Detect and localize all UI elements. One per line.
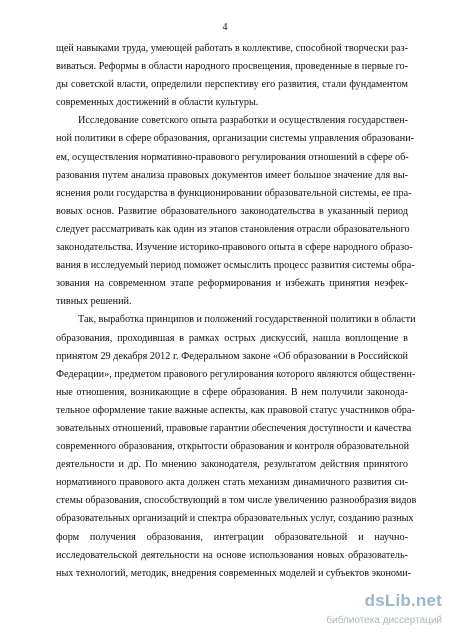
text-line: форм получения образования, интеграции образовательной и научно- bbox=[56, 531, 408, 543]
text-line: исследовательской деятельности на основе использования новых образователь- bbox=[56, 549, 408, 561]
text-line: принятом 29 декабря 2012 г. Федеральном законе «Об образовании в Российской bbox=[56, 350, 408, 362]
text-line: яснения роли государства в функционировании образовательной системы, ее пра- bbox=[56, 187, 412, 199]
text-line: образования, проходившая в рамках острых дискуссий, нашла воплощение в bbox=[56, 332, 408, 344]
text-line: законодательства. Изучение историко-правового опыта в сфере народного образо- bbox=[56, 242, 413, 254]
watermark-subtitle: библиотека диссертаций bbox=[326, 615, 442, 626]
text-line: ных технологий, методик, внедрения современных моделей и субъектов экономи- bbox=[56, 567, 412, 579]
body-text bbox=[56, 40, 417, 583]
text-line: вания в исследуемый период поможет осмыслить процесс развития системы обра- bbox=[56, 260, 415, 272]
text-line: современного образования, открытости образования и контроля образовательной bbox=[56, 441, 410, 453]
text-line: зовательных отношений, правовые гарантии обеспечения доступности и качества bbox=[56, 422, 412, 434]
watermark bbox=[322, 591, 442, 631]
text-line: виваться. Реформы в области народного просвещения, проведенные в первые го- bbox=[56, 61, 408, 73]
text-line: нормативного правового акта должен стать механизм динамичного развития си- bbox=[56, 477, 408, 489]
text-line: тивных решений. bbox=[56, 296, 132, 308]
text-line: Федерации», предметом правового регулирования которого являются общественн- bbox=[56, 368, 416, 380]
watermark-logo: dsLib.net bbox=[364, 591, 442, 610]
text-line: щей навыками труда, умеющей работать в коллективе, способной творчески раз- bbox=[56, 43, 408, 54]
text-line: следует рассматривать как один из этапов становления отрасли образовательного bbox=[56, 223, 410, 235]
text-line: ем, осуществления нормативно-правового регулирования отношений в сфере об- bbox=[56, 151, 409, 163]
text-line: образовательных организаций и спектра образовательных услуг, созданию разных bbox=[56, 513, 414, 525]
text-line: ды советской власти, определили перспективу его развития, стали фундаментом bbox=[56, 79, 408, 91]
text-line: ные отношения, возникающие в сфере образования. В нем получили законода- bbox=[56, 386, 408, 398]
text-line: Так, выработка принципов и положений государственной политики в области bbox=[78, 314, 416, 326]
text-line: стемы образования, способствующий в том числе увеличению разнообразия видов bbox=[56, 495, 417, 507]
text-line: разования путем анализа правовых документов имеет большое значение для вы- bbox=[56, 169, 408, 181]
text-line: деятельности и др. По мнению законодателя, результатом действия принятого bbox=[56, 459, 408, 471]
page-number: 4 bbox=[222, 22, 228, 33]
text-line: вовых основ. Развитие образовательного законодательства в указанный период bbox=[56, 205, 408, 217]
text-line: ной политики в сфере образования, организации системы управления образовани- bbox=[56, 133, 415, 145]
text-line: тельное оформление такие важные аспекты, как правовой статус участников обра- bbox=[56, 404, 415, 416]
text-line: современных достижений в области культуры. bbox=[56, 97, 259, 109]
text-line: зования на современном этапе реформирования и избежать принятия неэфек- bbox=[56, 278, 408, 290]
text-line: Исследование советского опыта разработки и осуществления государствен- bbox=[78, 115, 408, 127]
